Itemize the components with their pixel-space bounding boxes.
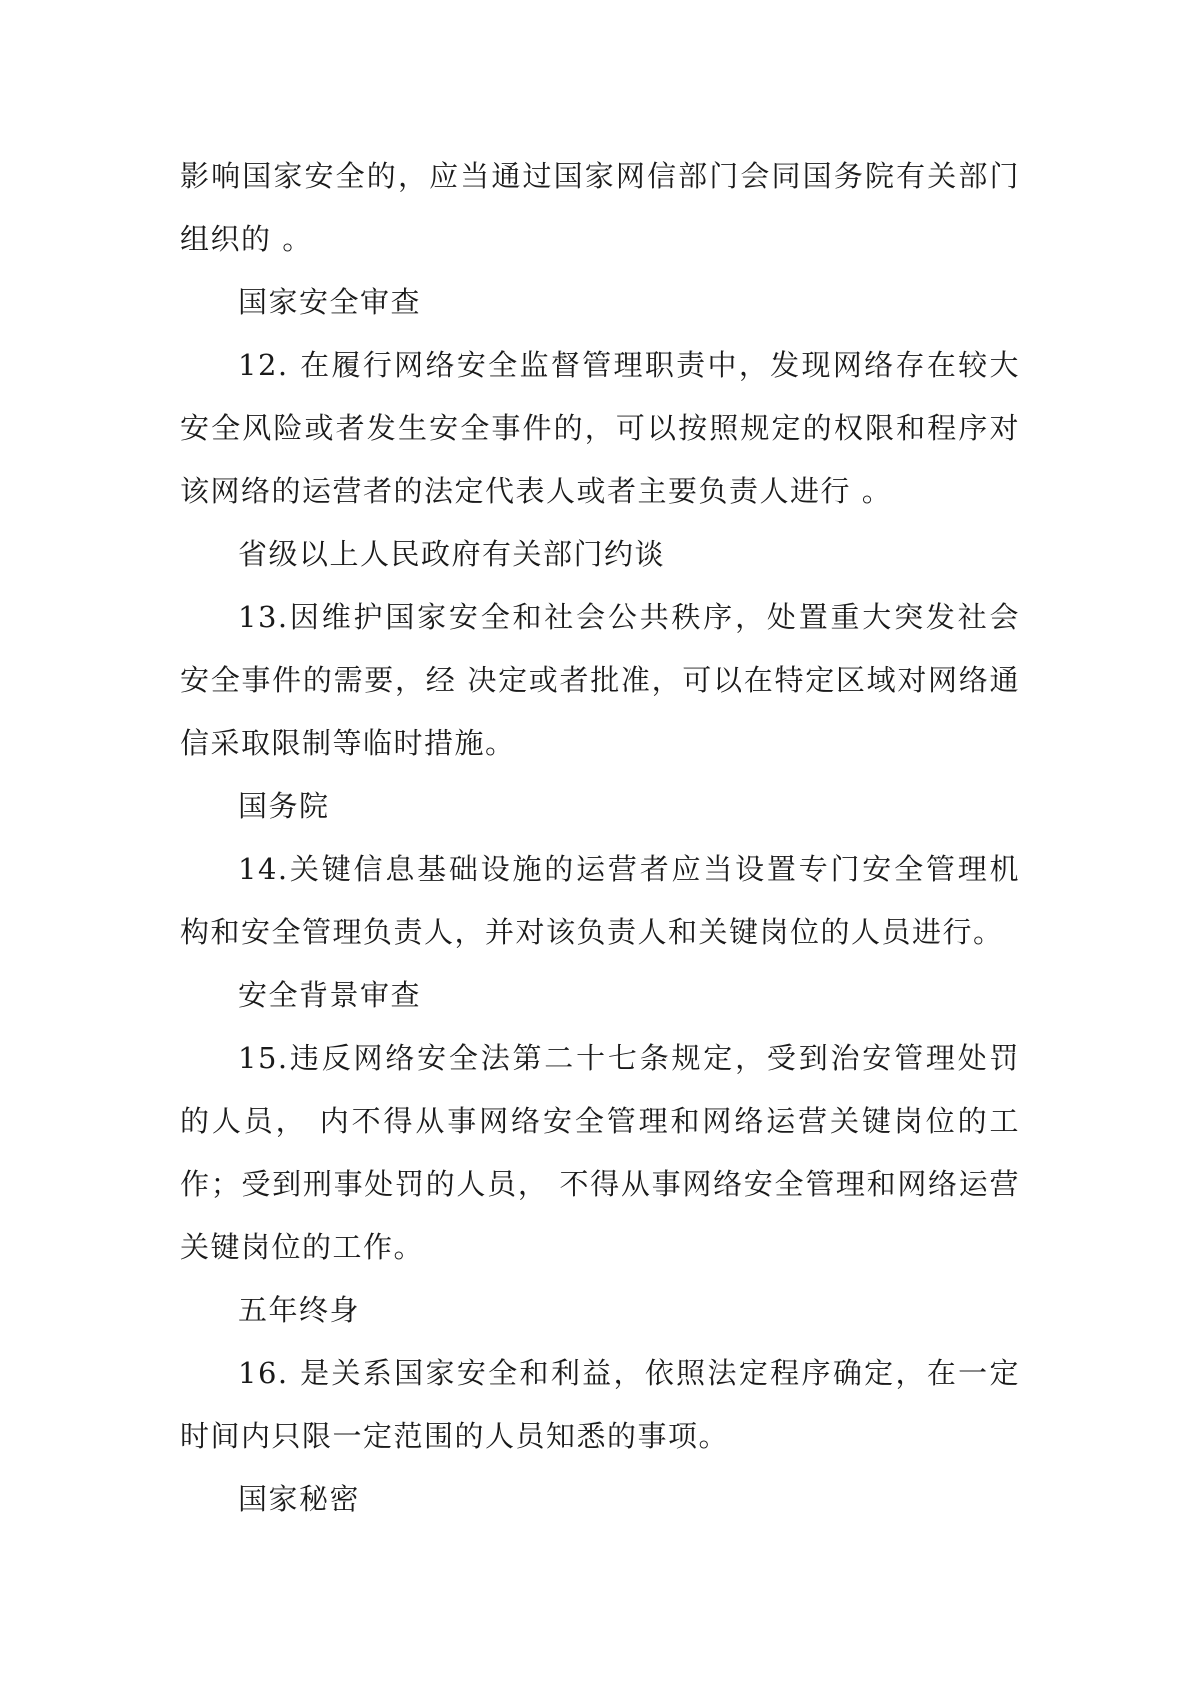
- answer-14: 安全背景审查: [238, 978, 422, 1012]
- question-15: 15.违反网络安全法第二十七条规定，受到治安管理处罚的人员， 内不得从事网络安全管理和网络运营关键岗位的工作；受到刑事处罚的人员， 不得从事网络安全管理和网络运营关键岗位的工作。: [180, 1041, 1020, 1264]
- question-14: 14.关键信息基础设施的运营者应当设置专门安全管理机构和安全管理负责人，并对该负责人和关键岗位的人员进行。: [180, 852, 1020, 949]
- question-16: 16. 是关系国家安全和利益，依照法定程序确定，在一定时间内只限一定范围的人员知悉的事项。: [180, 1356, 1020, 1453]
- question-13: 13.因维护国家安全和社会公共秩序，处置重大突发社会安全事件的需要，经 决定或者批准，可以在特定区域对网络通信采取限制等临时措施。: [180, 600, 1020, 760]
- answer-13: 国务院: [238, 789, 330, 823]
- answer-16: 国家秘密: [238, 1482, 361, 1516]
- document-body: [180, 145, 1020, 1531]
- question-12: 12. 在履行网络安全监督管理职责中，发现网络存在较大安全风险或者发生安全事件的，可以按照规定的权限和程序对该网络的运营者的法定代表人或者主要负责人进行 。: [180, 348, 1020, 508]
- paragraph-1: 影响国家安全的，应当通过国家网信部门会同国务院有关部门组织的 。: [180, 159, 1020, 256]
- answer-12: 省级以上人民政府有关部门约谈: [238, 537, 666, 571]
- answer-1: 国家安全审查: [238, 285, 422, 319]
- answer-15: 五年终身: [238, 1293, 361, 1327]
